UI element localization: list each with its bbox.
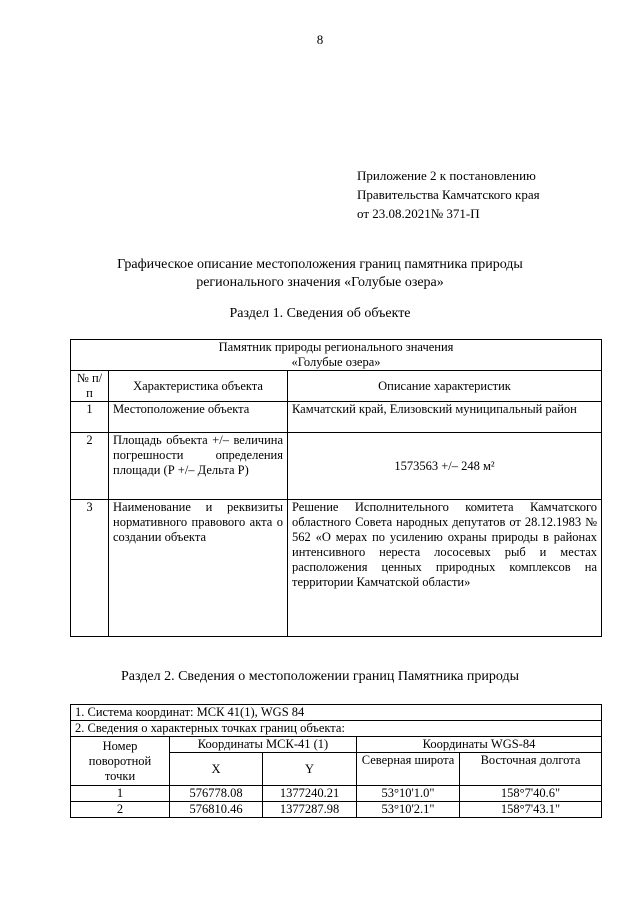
appendix-line-3: от 23.08.2021№ 371-П bbox=[357, 206, 480, 221]
table-row bbox=[71, 500, 602, 637]
appendix-line-2: Правительства Камчатского края bbox=[357, 187, 540, 202]
coordinate-system-cell: 1. Система координат: МСК 41(1), WGS 84 bbox=[71, 705, 602, 721]
coordinates-table bbox=[70, 704, 602, 818]
table-header-row bbox=[71, 371, 602, 402]
header-description: Описание характеристик bbox=[288, 371, 602, 402]
section-2-heading: Раздел 2. Сведения о местоположении границ Памятника природы bbox=[120, 669, 520, 684]
row-num: 3 bbox=[71, 500, 109, 637]
point-lat: 53°10'2.1" bbox=[357, 802, 460, 818]
row-num: 1 bbox=[71, 402, 109, 433]
point-number: 1 bbox=[71, 786, 170, 802]
point-x: 576778.08 bbox=[170, 786, 263, 802]
point-number: 2 bbox=[71, 802, 170, 818]
system-row bbox=[71, 705, 602, 721]
section-1-heading: Раздел 1. Сведения об объекте bbox=[229, 306, 411, 321]
title-line-2: регионального значения «Голубые озера» bbox=[196, 275, 444, 290]
table-row bbox=[71, 433, 602, 500]
table-title-line-2: «Голубые озера» bbox=[291, 355, 381, 369]
table-row bbox=[71, 786, 602, 802]
row-characteristic: Местоположение объекта bbox=[109, 402, 288, 433]
header-characteristic: Характеристика объекта bbox=[109, 371, 288, 402]
header-num: № п/п bbox=[71, 371, 109, 402]
title-line-1: Графическое описание местоположения границ памятника природы bbox=[117, 257, 523, 272]
table-row bbox=[71, 802, 602, 818]
table-title-cell bbox=[71, 340, 602, 371]
appendix-block bbox=[357, 166, 617, 223]
row-description: Решение Исполнительного комитета Камчатского областного Совета народных депутатов от 28.12.1983 № 562 «О мерах по усилению охраны природы в районах интенсивного нереста лососевых рыб и местах расположения ценных природных комплексов на территории Камчатской области» bbox=[288, 500, 602, 637]
header-y: Y bbox=[263, 753, 357, 786]
row-characteristic: Наименование и реквизиты нормативного правового акта о создании объекта bbox=[109, 500, 288, 637]
point-y: 1377287.98 bbox=[263, 802, 357, 818]
row-characteristic: Площадь объекта +/– величина погрешности определения площади (Р +/– Дельта Р) bbox=[109, 433, 288, 500]
appendix-line-1: Приложение 2 к постановлению bbox=[357, 168, 536, 183]
object-info-table bbox=[70, 339, 602, 637]
point-lon: 158°7'43.1" bbox=[460, 802, 602, 818]
row-description: 1573563 +/– 248 м² bbox=[288, 433, 602, 500]
coords-header-row-1 bbox=[71, 737, 602, 753]
header-wgs: Координаты WGS-84 bbox=[357, 737, 602, 753]
document-title bbox=[60, 256, 580, 292]
point-lon: 158°7'40.6" bbox=[460, 786, 602, 802]
row-description: Камчатский край, Елизовский муниципальный район bbox=[288, 402, 602, 433]
table-title-line-1: Памятник природы регионального значения bbox=[218, 340, 454, 354]
point-x: 576810.46 bbox=[170, 802, 263, 818]
header-point-number: Номер поворотной точки bbox=[71, 737, 170, 786]
row-num: 2 bbox=[71, 433, 109, 500]
table-title-row bbox=[71, 340, 602, 371]
header-msk: Координаты МСК-41 (1) bbox=[170, 737, 357, 753]
point-y: 1377240.21 bbox=[263, 786, 357, 802]
point-lat: 53°10'1.0" bbox=[357, 786, 460, 802]
header-x: X bbox=[170, 753, 263, 786]
points-info-row bbox=[71, 721, 602, 737]
table-row bbox=[71, 402, 602, 433]
points-info-cell: 2. Сведения о характерных точках границ объекта: bbox=[71, 721, 602, 737]
header-lat: Северная широта bbox=[357, 753, 460, 786]
page-number: 8 bbox=[316, 32, 324, 47]
header-lon: Восточная долгота bbox=[460, 753, 602, 786]
